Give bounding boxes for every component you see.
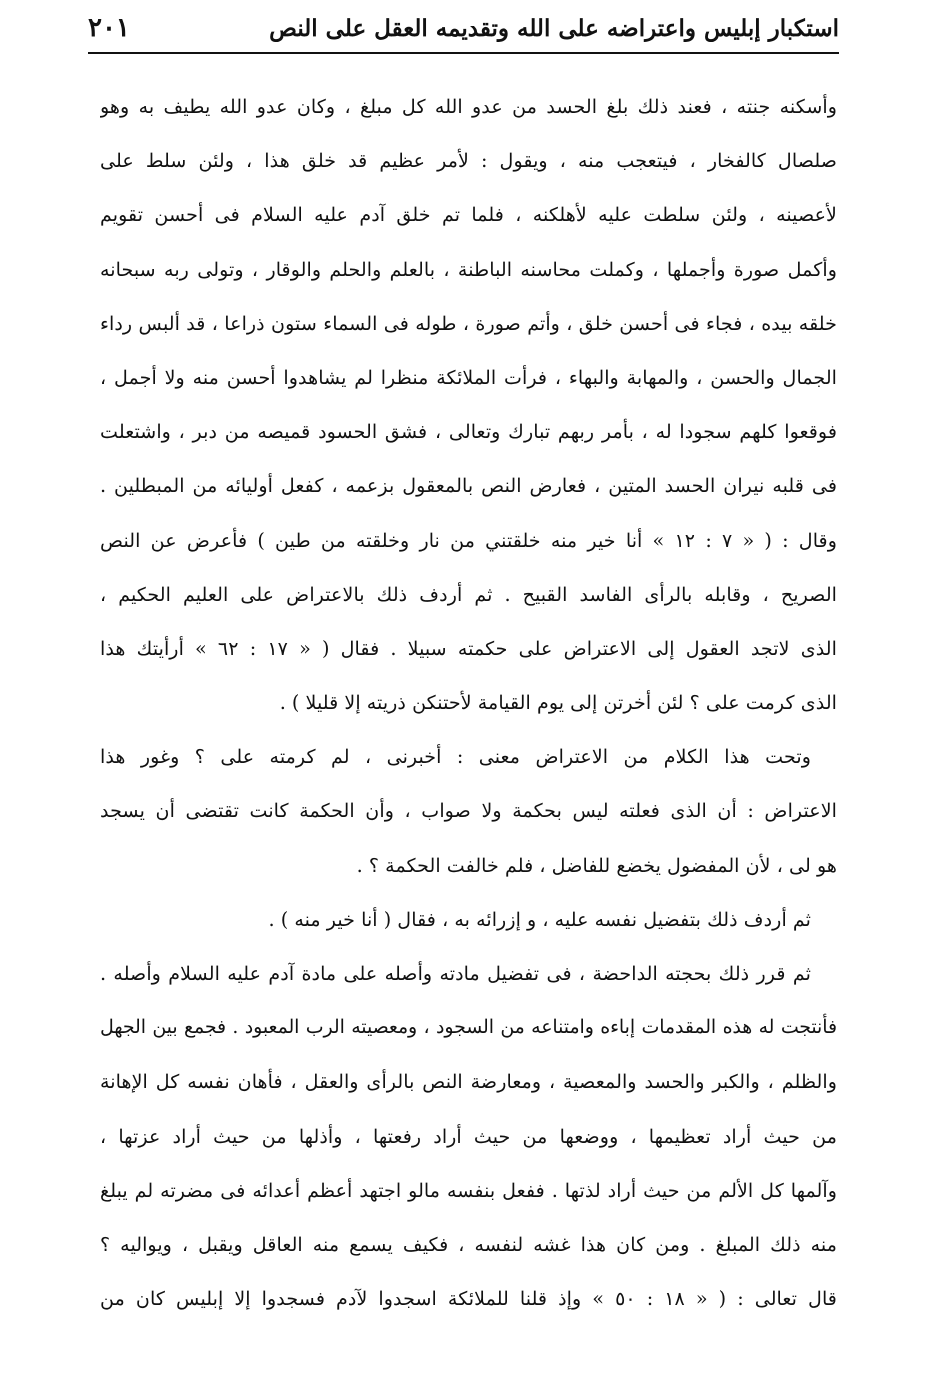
text-line: من حيث أراد تعظيمها ، ووضعها من حيث أراد رفعتها ، وأذلها من حيث أراد عزتها ، <box>100 1124 837 1148</box>
text-line: فوقعوا كلهم سجودا له ، بأمر ربهم تبارك وتعالى ، فشق الحسود قميصه من دبر ، واشتعلت <box>100 420 837 444</box>
text-line: خلقه بيده ، فجاء فى أحسن خلق ، وأتم صورة ، طوله فى السماء ستون ذراعا ، قد ألبس رداء <box>100 311 837 335</box>
text-line: وأكمل صورة وأجملها ، وكملت محاسنه الباطنة ، بالعلم والحلم والوقار ، وتولى ربه سبحانه <box>100 257 837 281</box>
page-number: ٢٠١ <box>88 13 130 43</box>
text-line: وقال : ( « ٧ : ١٢ » أنا خير منه خلقتني من نار وخلقته من طين ) فأعرض عن النص <box>100 528 837 552</box>
text-line: الجمال والحسن ، والمهابة والبهاء ، فرأت الملائكة منظرا لم يشاهدوا أحسن منه ولا أجمل ، <box>100 365 837 389</box>
text-line: الاعتراض : أن الذى فعلته ليس بحكمة ولا صواب ، وأن الحكمة كانت تقتضى أن يسجد <box>100 799 837 823</box>
text-line: هو لى ، لأن المفضول يخضع للفاضل ، فلم خالفت الحكمة ؟ . <box>356 853 837 877</box>
running-title: استكبار إبليس واعتراضه على الله وتقديمه العقل على النص <box>269 14 839 42</box>
text-line: ثم قرر ذلك بحجته الداحضة ، فى تفضيل مادته وأصله على مادة آدم عليه السلام وأصله . <box>100 962 811 985</box>
paragraph-1 <box>100 80 837 730</box>
paragraph-3 <box>100 893 837 947</box>
text-line: فأنتجت له هذه المقدمات إباءه وامتناعه من السجود ، ومعصيته الرب المعبود . فجمع بين الجهل <box>100 1017 837 1039</box>
text-line: قال تعالى : ( « ١٨ : ٥٠ » وإذ قلنا للملائكة اسجدوا لآدم فسجدوا إلا إبليس كان من <box>100 1287 837 1311</box>
text-line: وتحت هذا الكلام من الاعتراض معنى : أخبرنى ، لم كرمته على ؟ وغور هذا <box>100 745 811 769</box>
header-rule <box>88 52 839 54</box>
text-line: وآلمها كل الألم من حيث أراد لذتها . ففعل بنفسه مالو اجتهد أعظم أعدائه فى مضرته لم يبلغ <box>100 1178 837 1202</box>
text-line: منه ذلك المبلغ . ومن كان هذا غشه لنفسه ، فكيف يسمع منه العاقل ويقبل ، ويواليه ؟ <box>100 1232 837 1256</box>
text-line: وأسكنه جنته ، فعند ذلك بلغ الحسد من عدو الله كل مبلغ ، وكان عدو الله يطيف به وهو <box>100 95 837 118</box>
text-line: الصريح ، وقابله بالرأى الفاسد القبيح . ثم أردف ذلك بالاعتراض على العليم الحكيم ، <box>100 582 837 606</box>
text-line: الذى كرمت على ؟ لئن أخرتن إلى يوم القيامة لأحتنكن ذريته إلا قليلا ) . <box>279 691 837 715</box>
text-line: ثم أردف ذلك بتفضيل نفسه عليه ، و إزرائه به ، فقال ( أنا خير منه ) . <box>268 907 811 931</box>
paragraph-2 <box>100 730 837 893</box>
text-line: فى قلبه نيران الحسد المتين ، فعارض النص بالمعقول بزعمه ، كفعل أوليائه من المبطلين . <box>100 474 837 498</box>
text-line: والظلم ، والكبر والحسد والمعصية ، ومعارضة النص بالرأى والعقل ، فأهان نفسه كل الإهانة <box>100 1070 837 1094</box>
paragraph-4 <box>100 947 837 1326</box>
page-header <box>88 10 839 46</box>
text-line: صلصال كالفخار ، فيتعجب منه ، ويقول : لأمر عظيم قد خلق هذا ، ولئن سلط على <box>100 149 837 173</box>
text-line: الذى لاتجد العقول إلى الاعتراض على حكمته سبيلا . فقال ( « ١٧ : ٦٢ » أرأيتك هذا <box>100 636 837 660</box>
text-line: لأعصينه ، ولئن سلطت عليه لأهلكنه ، فلما تم خلق آدم عليه السلام فى أحسن تقويم <box>100 203 837 227</box>
body-text <box>100 80 837 1326</box>
